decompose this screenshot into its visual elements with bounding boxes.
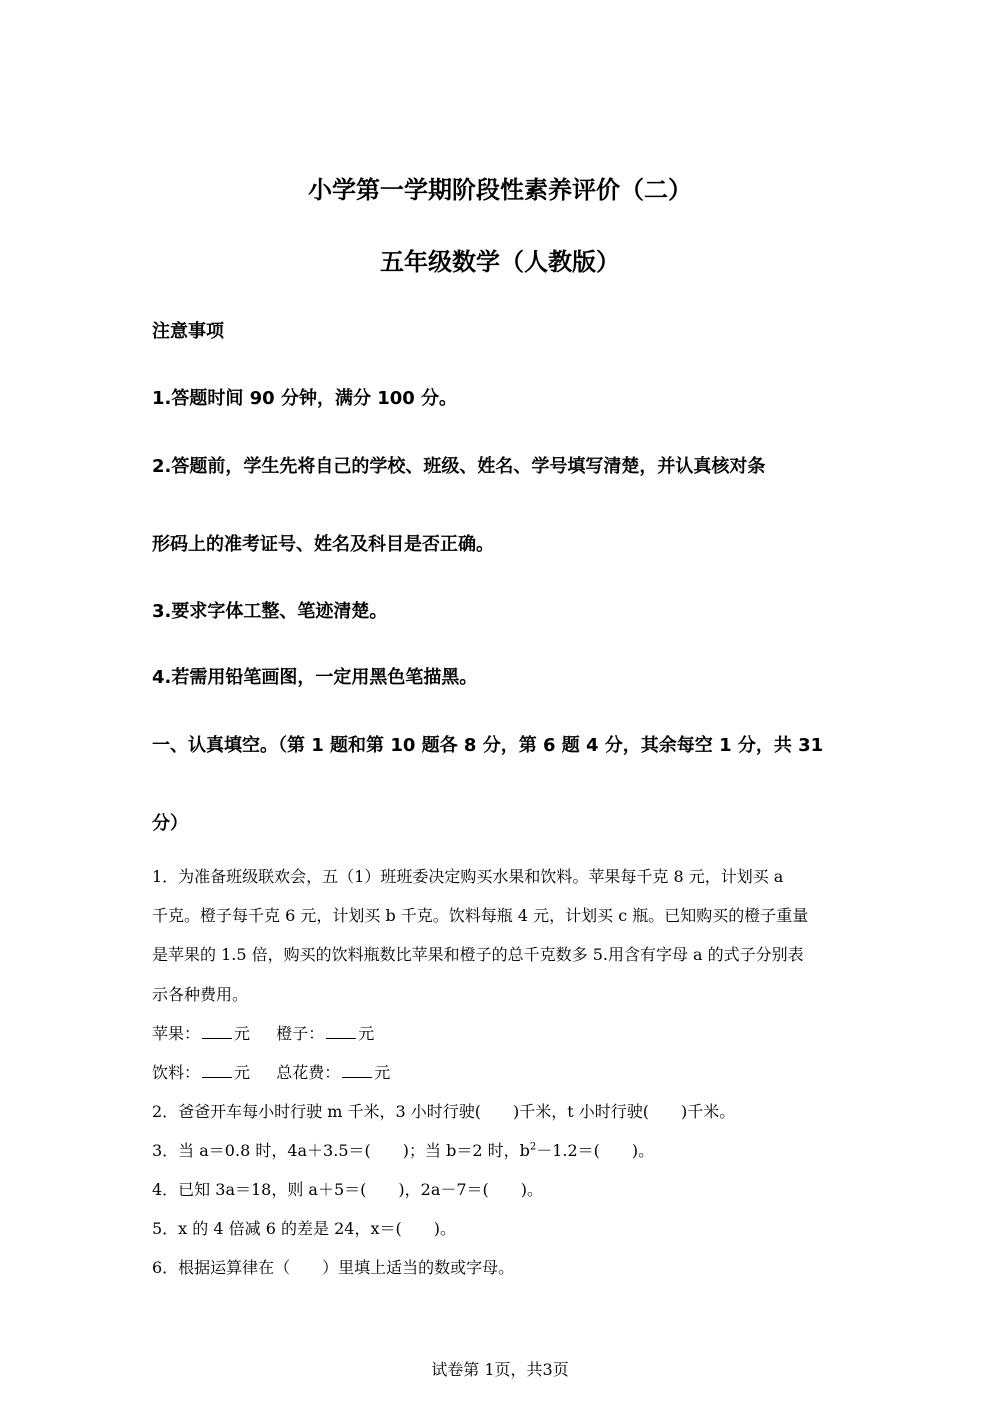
total-cost-label: 总花费： <box>276 1063 341 1082</box>
apple-cost-blank[interactable] <box>202 1024 232 1039</box>
notes-heading: 注意事项 <box>152 321 224 342</box>
exam-title: 小学第一学期阶段性素养评价（二） <box>308 176 692 204</box>
note-item-1: 1.答题时间 90 分钟，满分 100 分。 <box>152 388 458 409</box>
question-1-answer-row-2 <box>152 1060 390 1083</box>
question-1-line-4: 示各种费用。 <box>152 985 249 1004</box>
question-2: 2．爸爸开车每小时行驶 m 千米，3 小时行驶( )千米，t 小时行驶( )千米。 <box>152 1102 736 1121</box>
apple-cost-label: 苹果： <box>152 1024 201 1043</box>
question-3-part-2: －1.2＝( )。 <box>536 1141 655 1160</box>
drink-cost-unit: 元 <box>234 1063 251 1082</box>
drink-cost-label: 饮料： <box>152 1063 201 1082</box>
note-item-4: 4.若需用铅笔画图，一定用黑色笔描黑。 <box>152 667 478 688</box>
note-item-3: 3.要求字体工整、笔迹清楚。 <box>152 601 388 622</box>
drink-cost-blank[interactable] <box>202 1063 232 1078</box>
question-5: 5．x 的 4 倍减 6 的差是 24，x＝( )。 <box>152 1219 456 1238</box>
question-1-line-3: 是苹果的 1.5 倍，购买的饮料瓶数比苹果和橙子的总千克数多 5.用含有字母 a 的式子分别表 <box>152 945 804 964</box>
orange-cost-unit: 元 <box>358 1024 375 1043</box>
question-3-part-1: 3．当 a＝0.8 时，4a＋3.5＝( )；当 b＝2 时，b <box>152 1141 530 1160</box>
question-1-line-1: 1．为准备班级联欢会，五（1）班班委决定购买水果和饮料。苹果每千克 8 元，计划买 a <box>152 867 784 886</box>
page-footer: 试卷第 1页，共3页 <box>431 1360 569 1379</box>
note-item-2-line-2: 形码上的准考证号、姓名及科目是否正确。 <box>152 534 494 555</box>
question-1-line-2: 千克。橙子每千克 6 元，计划买 b 千克。饮料每瓶 4 元，计划买 c 瓶。已知购买的橙子重量 <box>152 906 809 925</box>
section-1-heading-line-1: 一、认真填空。（第 1 题和第 10 题各 8 分，第 6 题 4 分，其余每空 1 分，共 31 <box>152 735 824 756</box>
question-4: 4．已知 3a＝18，则 a＋5＝( )，2a－7＝( )。 <box>152 1180 544 1199</box>
total-cost-blank[interactable] <box>342 1063 372 1078</box>
question-3 <box>152 1138 654 1161</box>
section-1-heading-line-2: 分） <box>152 813 188 834</box>
orange-cost-label: 橙子： <box>276 1024 325 1043</box>
question-1-answer-row-1 <box>152 1021 374 1044</box>
apple-cost-unit: 元 <box>234 1024 251 1043</box>
orange-cost-blank[interactable] <box>326 1024 356 1039</box>
question-6: 6．根据运算律在（ ）里填上适当的数或字母。 <box>152 1258 515 1277</box>
exam-subtitle: 五年级数学（人教版） <box>380 248 620 276</box>
question-3-exponent: 2 <box>529 1141 537 1153</box>
total-cost-unit: 元 <box>374 1063 391 1082</box>
note-item-2-line-1: 2.答题前，学生先将自己的学校、班级、姓名、学号填写清楚，并认真核对条 <box>152 456 766 477</box>
